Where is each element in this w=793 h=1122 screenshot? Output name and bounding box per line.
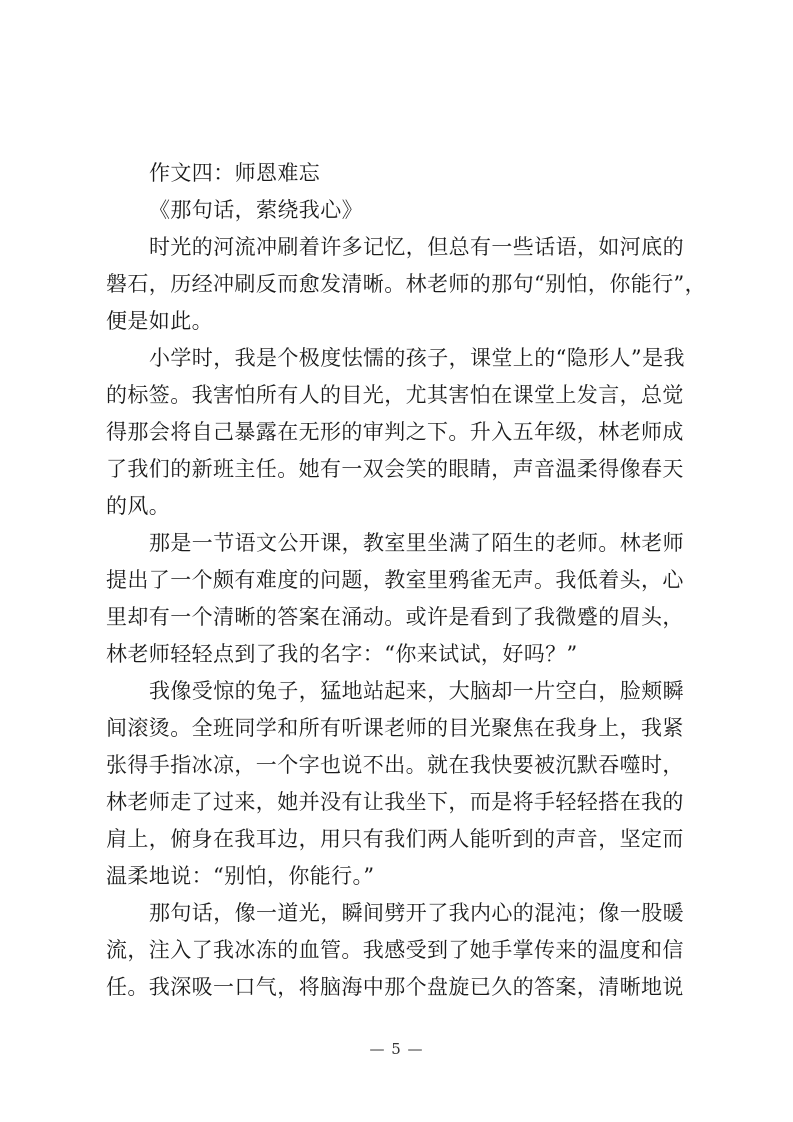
text-line: 的风。 bbox=[106, 494, 171, 518]
essay-title: 《那句话，萦绕我心》 bbox=[149, 198, 363, 222]
text-line: 温柔地说：“别怕，你能行。” bbox=[106, 864, 375, 888]
text-line: 张得手指冰凉，一个字也说不出。就在我快要被沉默吞噬时， bbox=[106, 753, 684, 777]
text-line: 肩上，俯身在我耳边，用只有我们两人能听到的声音，坚定而 bbox=[106, 827, 684, 851]
text-line: 那句话，像一道光，瞬间劈开了我内心的混沌；像一股暖 bbox=[149, 901, 684, 925]
essay-heading: 作文四：师恩难忘 bbox=[149, 161, 321, 185]
text-line: 的标签。我害怕所有人的目光，尤其害怕在课堂上发言，总觉 bbox=[106, 383, 684, 407]
text-line: 时光的河流冲刷着许多记忆，但总有一些话语，如河底的 bbox=[149, 235, 684, 259]
essay-body bbox=[106, 155, 707, 1006]
text-line: 流，注入了我冰冻的血管。我感受到了她手掌传来的温度和信 bbox=[106, 938, 684, 962]
text-line: 我像受惊的兔子，猛地站起来，大脑却一片空白，脸颊瞬 bbox=[149, 679, 684, 703]
text-line: 磐石，历经冲刷反而愈发清晰。林老师的那句“别怕，你能行”， bbox=[106, 272, 707, 296]
text-line: 林老师走了过来，她并没有让我坐下，而是将手轻轻搭在我的 bbox=[106, 790, 684, 814]
text-line: 小学时，我是个极度怯懦的孩子，课堂上的“隐形人”是我 bbox=[149, 346, 685, 370]
text-line: 任。我深吸一口气，将脑海中那个盘旋已久的答案，清晰地说 bbox=[106, 975, 684, 999]
text-line: 得那会将自己暴露在无形的审判之下。升入五年级，林老师成 bbox=[106, 420, 684, 444]
text-line: 了我们的新班主任。她有一双会笑的眼睛，声音温柔得像春天 bbox=[106, 457, 684, 481]
text-line: 那是一节语文公开课，教室里坐满了陌生的老师。林老师 bbox=[149, 531, 684, 555]
text-line: 里却有一个清晰的答案在涌动。或许是看到了我微蹙的眉头， bbox=[106, 605, 684, 629]
text-line: 便是如此。 bbox=[106, 309, 213, 333]
text-line: 间滚烫。全班同学和所有听课老师的目光聚焦在我身上，我紧 bbox=[106, 716, 684, 740]
text-line: 提出了一个颇有难度的问题，教室里鸦雀无声。我低着头，心 bbox=[106, 568, 684, 592]
text-line: 林老师轻轻点到了我的名字：“你来试试，好吗？” bbox=[106, 642, 578, 666]
page-number: — 5 — bbox=[369, 1040, 424, 1058]
